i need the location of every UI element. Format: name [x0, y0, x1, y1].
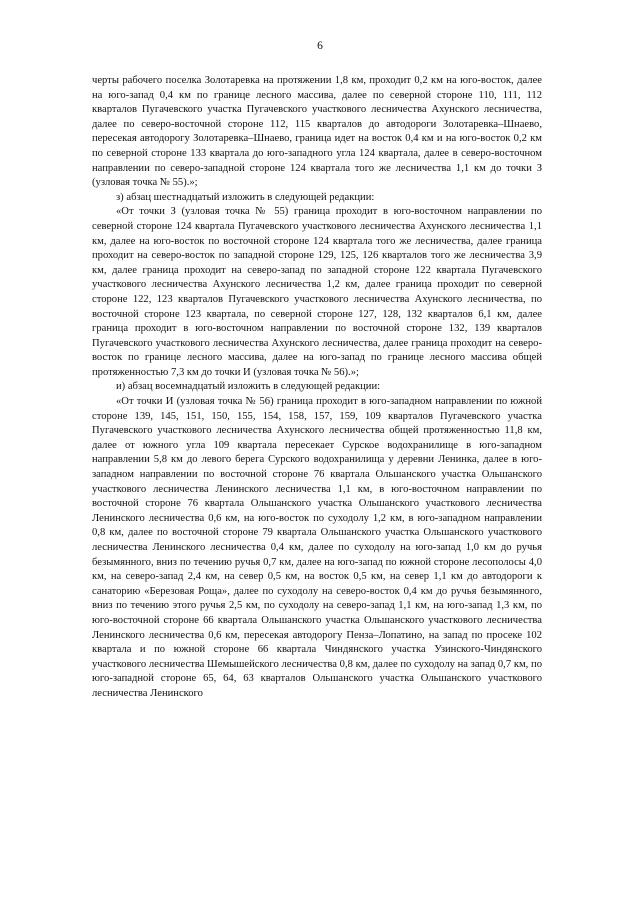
paragraph-continuation: черты рабочего поселка Золотаревка на протяжении 1,8 км, проходит 0,2 км на юго-восток, далее на юго-запад 0,4 км по границе лесного массива, далее по северной стороне 110, 111, 112 кварталов Пугачевского участка Пугачевского участкового лесничества Ахунского лесничества, далее по северо-восточной стороне 112, 115 кварталов до автодороги Золотаревка–Шнаево, пересекая автодорогу Золотаревка–Шнаево, граница идет на восток 0,4 км и на юго-восток 0,2 км по северной стороне 133 квартала до юго-западного угла 124 квартала, далее в северо-восточном направлении по северо-западной стороне 124 квартала того же лесничества 1,1 км до точки З (узловая точка № 55).»; [92, 75, 542, 189]
amendment-heading-i: и) абзац восемнадцатый изложить в следующей редакции: [116, 381, 381, 393]
paragraph-point-z: «От точки З (узловая точка № 55) граница проходит в юго-восточном направлении по северной стороне 124 квартала Пугачевского участкового лесничества Ахунского лесничества 1,1 км, далее на юго-восток по восточной стороне 124 квартала того же лесничества, далее граница проходит на северо-восток по западной стороне 129, 125, 126 кварталов того же лесничества 3,9 км, далее граница проходит на северо-запад по западной стороне 122 квартала Пугачевского участкового лесничества Ахунского лесничества 1,2 км, далее граница проходит по северной стороне 122, 123 кварталов Пугачевского участкового лесничества Ахунского лесничества, по восточной стороне 123 квартала, по северной стороне 127, 128, 132 кварталов 6,1 км, далее граница проходит в юго-восточном направлении по восточной стороне 132, 139 кварталов Пугачевского участкового лесничества Ахунского лесничества, далее граница проходит на северо-восток по границе лесного массива, далее на юго-запад по границе лесного массива общей протяженностью 7,3 км до точки И (узловая точка № 56).»; [92, 206, 542, 378]
document-body [92, 74, 542, 702]
amendment-heading-z: з) абзац шестнадцатый изложить в следующей редакции: [116, 191, 375, 203]
paragraph-point-i: «От точки И (узловая точка № 56) граница проходит в юго-западном направлении по южной стороне 139, 145, 151, 150, 155, 154, 158, 157, 159, 109 кварталов Пугачевского участка Пугачевского участкового лесничества Ахунского лесничества общей протяженностью 11,8 км, далее от южного угла 109 квартала пересекает Сурское водохранилище в юго-западном направлении 5,8 км до левого берега Сурского водохранилища у деревни Ленинка, далее в юго-западном направлении по восточной стороне 76 квартала Ольшанского участка Ольшанского участкового лесничества Ленинского лесничества 1,1 км, в юго-восточном направлении по восточной стороне 76 квартала Ольшанского участка Ольшанского участкового лесничества Ленинского лесничества 0,6 км, на юго-восток по суходолу 1,2 км, в юго-западном направлении 0,8 км, далее по восточной стороне 79 квартала Ольшанского участка Ольшанского участкового лесничества Ленинского лесничества 0,4 км, далее по суходолу на юго-запад 1,0 км до ручья безымянного, вниз по течению ручья 0,7 км, далее на юго-запад по южной стороне лесополосы 4,0 км, на северо-запад 2,4 км, на север 0,5 км, на восток 0,5 км, на север 1,1 км до автодороги к санаторию «Березовая Роща», далее по суходолу на северо-восток 0,4 км до ручья безымянного, вниз по течению этого ручья 2,5 км, по суходолу на северо-запад 1,1 км, на юго-запад 1,3 км, по юго-восточной стороне 66 квартала Ольшанского участка Ольшанского участкового лесничества Ленинского лесничества 0,6 км, пересекая автодорогу Пенза–Лопатино, на запад по просеке 102 квартала и по южной стороне 66 квартала Чиндянского участка Узинского-Чиндянского участкового лесничества Шемышейского лесничества 0,8 км, далее по суходолу на запад 0,7 км, по юго-западной стороне 65, 64, 63 кварталов Ольшанского участка Ольшанского участкового лесничества Ленинского [92, 396, 542, 699]
page-number: 6 [317, 40, 323, 52]
